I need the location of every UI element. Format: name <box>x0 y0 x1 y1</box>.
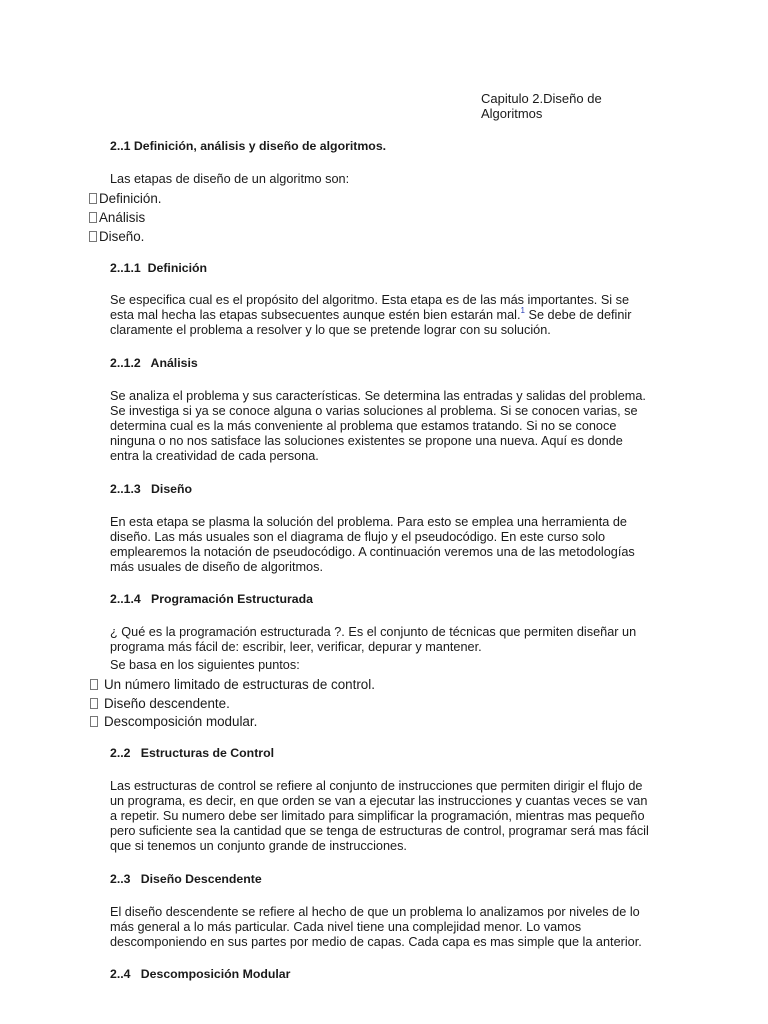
text-line: determina cual es la más conveniente al problema que estamos tratando. Si no se conoce <box>110 419 617 433</box>
text-line: un programa, es decir, en que orden se van a ejecutar las instrucciones y cuantas veces se van <box>110 794 648 808</box>
text-line: En esta etapa se plasma la solución del problema. Para esto se emplea una herramienta de <box>110 515 627 529</box>
point-item-descomposicion <box>90 713 257 730</box>
paragraph-analisis <box>110 389 650 464</box>
point-label: Descomposición modular. <box>104 714 258 729</box>
point-item-diseno-descendente <box>90 695 230 712</box>
text-line: diseño. Las más usuales son el diagrama de flujo y el pseudocódigo. En este curso solo <box>110 530 606 544</box>
paragraph-diseno <box>110 515 650 575</box>
stage-item-analisis <box>89 209 145 226</box>
footnote-link[interactable]: 1 <box>520 306 525 315</box>
text-line: ¿ Qué es la programación estructurada ?. Es el conjunto de técnicas que permiten diseñar un <box>110 625 637 639</box>
basis-intro: Se basa en los siguientes puntos: <box>110 658 300 672</box>
section-heading-2-1-1: 2..1.1 Definición <box>110 261 208 275</box>
text-line: ninguna o no nos satisface las soluciones existentes se propone una nueva. Aquí es donde <box>110 434 623 448</box>
text-line: más usuales de diseño de algoritmos. <box>110 560 323 574</box>
point-label: Un número limitado de estructuras de control. <box>104 677 375 692</box>
point-item-estructuras <box>90 676 375 693</box>
text-line: claramente el problema a resolver y lo que se pretende lograr con su solución. <box>110 323 551 337</box>
section-heading-2-1-4: 2..1.4 Programación Estructurada <box>110 592 313 606</box>
paragraph-estructuras-control <box>110 779 650 854</box>
text-line <box>110 308 650 323</box>
stage-label: Análisis <box>99 210 146 225</box>
checkbox-icon <box>90 698 98 709</box>
text-line: emplearemos la notación de pseudocódigo. A continuación veremos una de las metodologías <box>110 545 635 559</box>
paragraph-diseno-descendente <box>110 905 650 950</box>
paragraph-definicion <box>110 293 650 338</box>
section-heading-2-1-2: 2..1.2 Análisis <box>110 356 198 370</box>
checkbox-icon <box>89 212 97 223</box>
stage-item-diseno <box>89 228 144 245</box>
stage-item-definicion <box>89 190 162 207</box>
text-line: que si tenemos un conjunto grande de instrucciones. <box>110 839 407 853</box>
stages-intro: Las etapas de diseño de un algoritmo son: <box>110 172 350 186</box>
checkbox-icon <box>89 231 97 242</box>
checkbox-icon <box>89 193 97 204</box>
text-line: programa más fácil de: escribir, leer, verificar, depurar y mantener. <box>110 640 482 654</box>
chapter-line-2: Algoritmos <box>481 106 543 121</box>
point-label: Diseño descendente. <box>104 696 230 711</box>
text-segment: Se debe de definir <box>524 308 632 322</box>
stage-label: Diseño. <box>99 229 145 244</box>
chapter-header <box>481 91 641 121</box>
section-heading-2-4: 2..4 Descomposición Modular <box>110 967 291 981</box>
section-heading-2-1-3: 2..1.3 Diseño <box>110 482 193 496</box>
paragraph-programacion-estructurada <box>110 625 650 655</box>
text-line: Se analiza el problema y sus características. Se determina las entradas y salidas del problema. <box>110 389 646 403</box>
section-heading-2-2: 2..2 Estructuras de Control <box>110 746 274 760</box>
section-heading-2-3: 2..3 Diseño Descendente <box>110 872 262 886</box>
text-line: Se especifica cual es el propósito del algoritmo. Esta etapa es de las más importantes. Si se <box>110 293 630 307</box>
checkbox-icon <box>90 716 98 727</box>
text-line: descomponiendo en sus partes por medio de capas. Cada capa es mas simple que la anterior. <box>110 935 642 949</box>
text-line: más general a lo más particular. Cada nivel tiene una complejidad menor. Lo vamos <box>110 920 582 934</box>
section-heading-2-1: 2..1 Definición, análisis y diseño de algoritmos. <box>110 139 387 153</box>
text-line: Se investiga si ya se conoce alguna o varias soluciones al problema. Si se conocen varias, se <box>110 404 638 418</box>
checkbox-icon <box>90 679 98 690</box>
text-segment: esta mal hecha las etapas subsecuentes aunque estén bien estarán mal. <box>110 308 521 322</box>
text-line: entra la creatividad de cada persona. <box>110 449 319 463</box>
text-line: a repetir. Su numero debe ser limitado para simplificar la programación, mientras mas pequeño <box>110 809 645 823</box>
text-line: Las estructuras de control se refiere al conjunto de instrucciones que permiten dirigir el flujo de <box>110 779 643 793</box>
text-line: El diseño descendente se refiere al hecho de que un problema lo analizamos por niveles de lo <box>110 905 640 919</box>
chapter-line-1: Capitulo 2.Diseño de <box>481 91 602 106</box>
stage-label: Definición. <box>99 191 162 206</box>
text-line: pero suficiente sea la cantidad que se tenga de estructuras de control, programar será mas fácil <box>110 824 649 838</box>
